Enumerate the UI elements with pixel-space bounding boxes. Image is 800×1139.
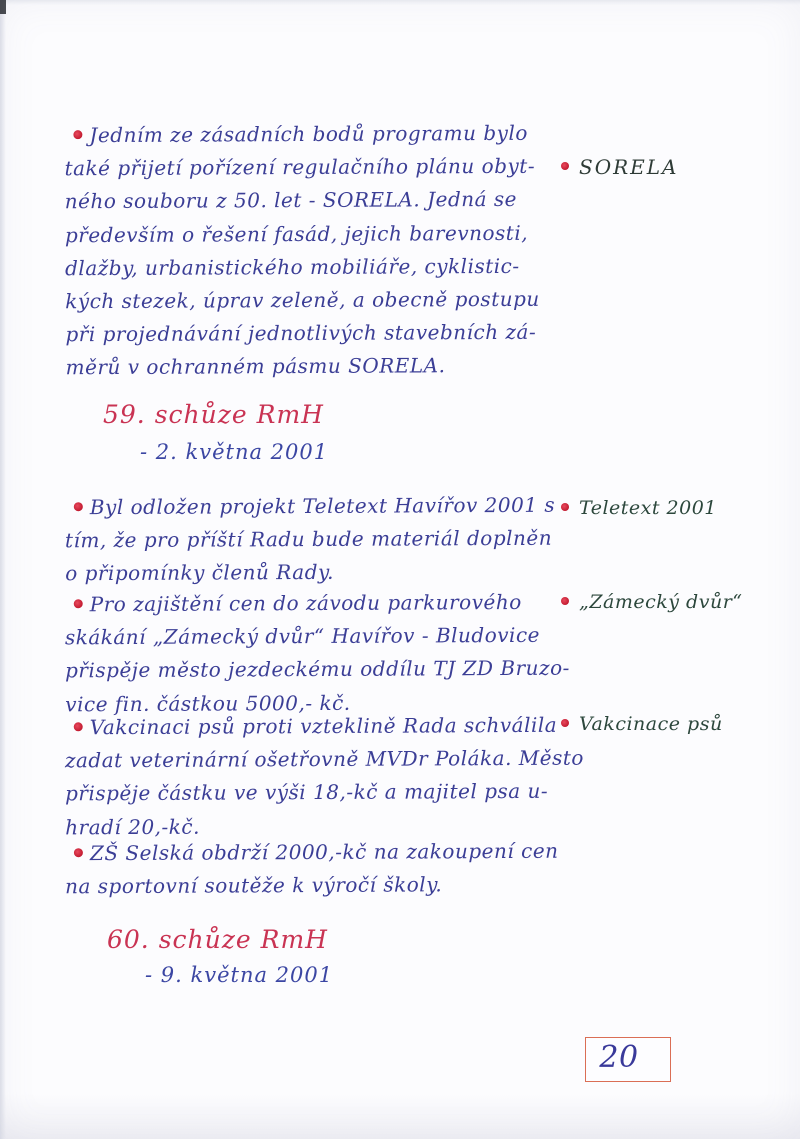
- bullet-icon: [74, 599, 83, 608]
- page-number: 20: [599, 1040, 639, 1075]
- bullet-icon: [74, 722, 83, 731]
- margin-note-label: Teletext 2001: [579, 497, 717, 519]
- margin-note-vakcinace: [555, 710, 723, 738]
- text-line: také přijetí pořízení regulačního plánu obyt-: [64, 153, 536, 181]
- text-line: dlažby, urbanistického mobiliáře, cyklistic-: [65, 253, 520, 280]
- text-line: tím, že pro příští Radu bude materiál doplněn: [64, 525, 553, 553]
- heading-59-schuze: 59. schůze RmH: [103, 400, 324, 429]
- text-line: přispěje město jezdeckému oddílu TJ ZD Bruzo-: [65, 656, 570, 683]
- text-line: Vakcinaci psů proti vzteklině Rada schválila: [89, 712, 558, 740]
- bullet-icon: [561, 162, 569, 170]
- text-line: skákání „Zámecký dvůr“ Havířov - Bludovice: [64, 623, 541, 650]
- margin-note-sorela: [555, 153, 678, 181]
- bullet-icon: [561, 719, 569, 727]
- paragraph-sorela: [64, 117, 540, 385]
- margin-note-label: SORELA: [579, 155, 679, 179]
- bullet-icon: [74, 502, 83, 511]
- text-line: o připomínky členů Rady.: [65, 560, 335, 586]
- text-line: měrů v ochranném pásmu SORELA.: [65, 353, 446, 380]
- text-line: hradí 20,-kč.: [65, 814, 200, 839]
- text-line: ZŠ Selská obdrží 2000,-kč na zakoupení cen: [89, 838, 559, 866]
- text-line: Pro zajištění cen do závodu parkurového: [89, 589, 522, 617]
- paragraph-vakcinace: [65, 709, 585, 844]
- paragraph-zs-selska: [65, 835, 559, 904]
- paragraph-teletext: [65, 489, 556, 591]
- bullet-icon: [73, 130, 82, 139]
- text-line: zadat veterinární ošetřovně MVDr Poláka. Město: [64, 745, 584, 773]
- text-line: především o řešení fasád, jejich barevnosti,: [64, 220, 529, 247]
- text-line: kých stezek, úprav zeleně, a obecně postupu: [65, 286, 540, 314]
- text-line: přispěje částku ve výši 18,-kč a majitel psa u-: [65, 779, 549, 806]
- heading-60-schuze: 60. schůze RmH: [107, 925, 328, 954]
- text-line: vice fin. částkou 5000,- kč.: [65, 690, 351, 716]
- paragraph-zamecky-dvur: [65, 586, 570, 721]
- text-line: při projednávání jednotlivých stavebních zá-: [65, 319, 537, 347]
- margin-note-label: „Zámecký dvůr“: [579, 591, 743, 613]
- margin-note-zamecky-dvur: [555, 588, 743, 616]
- margin-note-label: Vakcinace psů: [579, 713, 723, 735]
- bullet-icon: [74, 848, 83, 857]
- heading-59-date: - 2. května 2001: [140, 440, 329, 464]
- scan-corner-artifact: [0, 0, 6, 14]
- bullet-icon: [561, 597, 569, 605]
- text-line: Byl odložen projekt Teletext Havířov 2001 s: [89, 492, 556, 520]
- bullet-icon: [561, 503, 569, 511]
- text-line: na sportovní soutěže k výročí školy.: [65, 872, 443, 899]
- text-line: Jedním ze zásadních bodů programu bylo: [89, 120, 528, 148]
- heading-60-date: - 9. května 2001: [145, 963, 334, 987]
- page-number-box: [585, 1037, 671, 1082]
- margin-note-teletext: [555, 494, 717, 522]
- text-line: ného souboru z 50. let - SORELA. Jedná se: [64, 187, 518, 214]
